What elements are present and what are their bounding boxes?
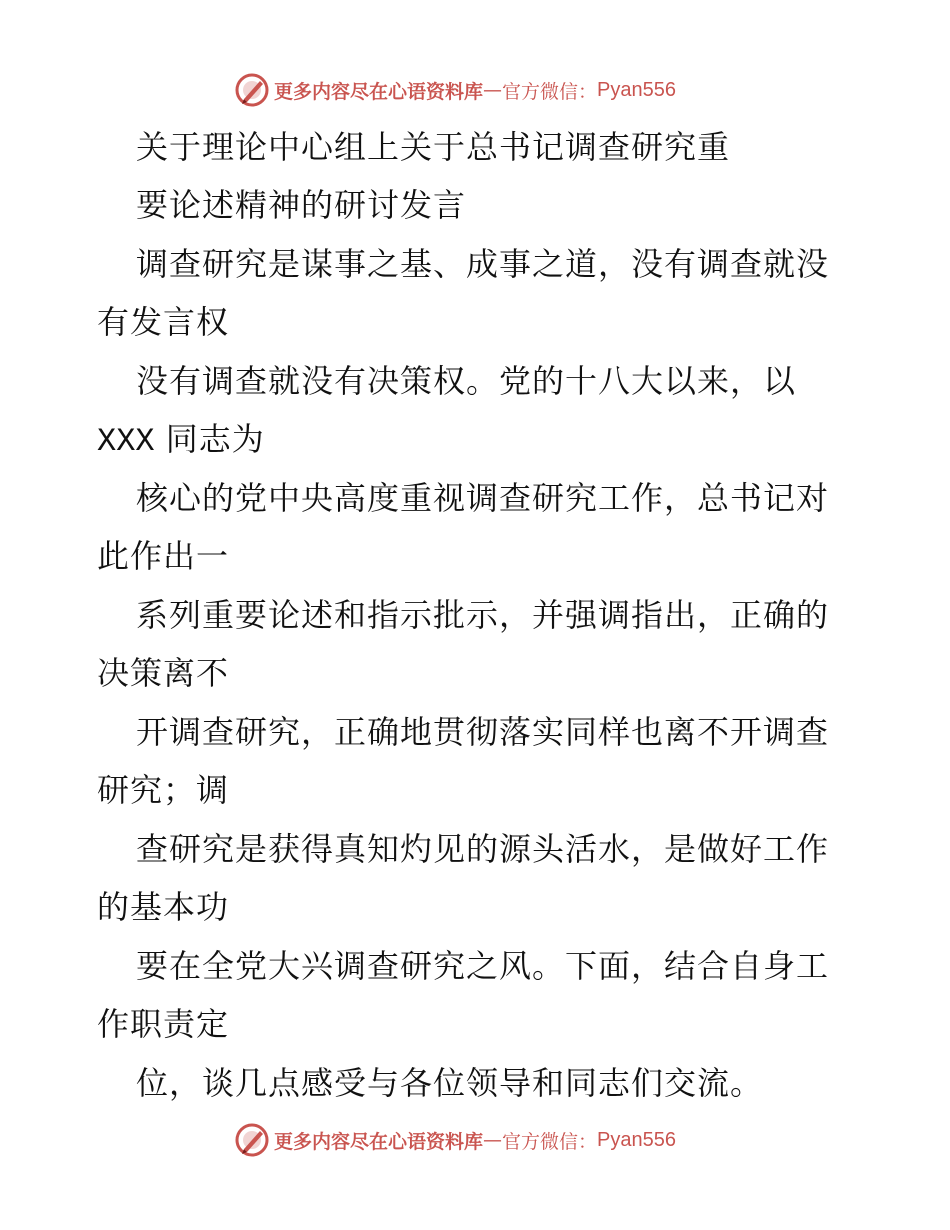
pen-logo-icon xyxy=(234,1122,270,1158)
placeholder-name: XXX xyxy=(97,423,155,460)
body-line: 决策离不 xyxy=(97,654,230,692)
footer-wechat-label: 官方微信： xyxy=(502,1130,598,1153)
header-banner xyxy=(234,70,676,110)
body-line: 查研究是获得真知灼见的源头活水，是做好工作 xyxy=(136,830,830,868)
document-title-line-1: 关于理论中心组上关于总书记调查研究重 xyxy=(136,128,731,166)
body-line: 开调查研究，正确地贯彻落实同样也离不开调查 xyxy=(136,713,830,751)
body-line: 没有调查就没有决策权。党的十八大以来，以 xyxy=(136,362,797,400)
footer-dash: — xyxy=(483,1129,503,1151)
body-line: 的基本功 xyxy=(97,888,230,926)
header-dash: — xyxy=(483,79,503,101)
body-line: 位，谈几点感受与各位领导和同志们交流。 xyxy=(136,1064,764,1102)
body-line: 要在全党大兴调查研究之风。下面，结合自身工 xyxy=(136,947,830,985)
body-line: 有发言权 xyxy=(97,303,230,341)
body-line: 核心的党中央高度重视调查研究工作，总书记对 xyxy=(136,479,830,517)
body-line: 研究；调 xyxy=(97,771,230,809)
pen-logo-icon xyxy=(234,72,270,108)
body-line xyxy=(97,414,265,464)
header-wechat-id: Pyan556 xyxy=(597,78,676,101)
body-line: 作职责定 xyxy=(97,1005,230,1043)
body-line: 此作出一 xyxy=(97,537,230,575)
document-title-line-2: 要论述精神的研讨发言 xyxy=(136,186,467,224)
footer-site-text: 更多内容尽在心语资料库 xyxy=(274,1130,484,1153)
footer-banner xyxy=(234,1120,676,1160)
header-wechat-label: 官方微信： xyxy=(502,80,598,103)
body-line: 系列重要论述和指示批示，并强调指出，正确的 xyxy=(136,596,830,634)
header-site-text: 更多内容尽在心语资料库 xyxy=(274,80,484,103)
body-line-tail: 同志为 xyxy=(154,420,265,458)
body-line: 调查研究是谋事之基、成事之道，没有调查就没 xyxy=(136,245,830,283)
footer-wechat-id: Pyan556 xyxy=(597,1128,676,1151)
